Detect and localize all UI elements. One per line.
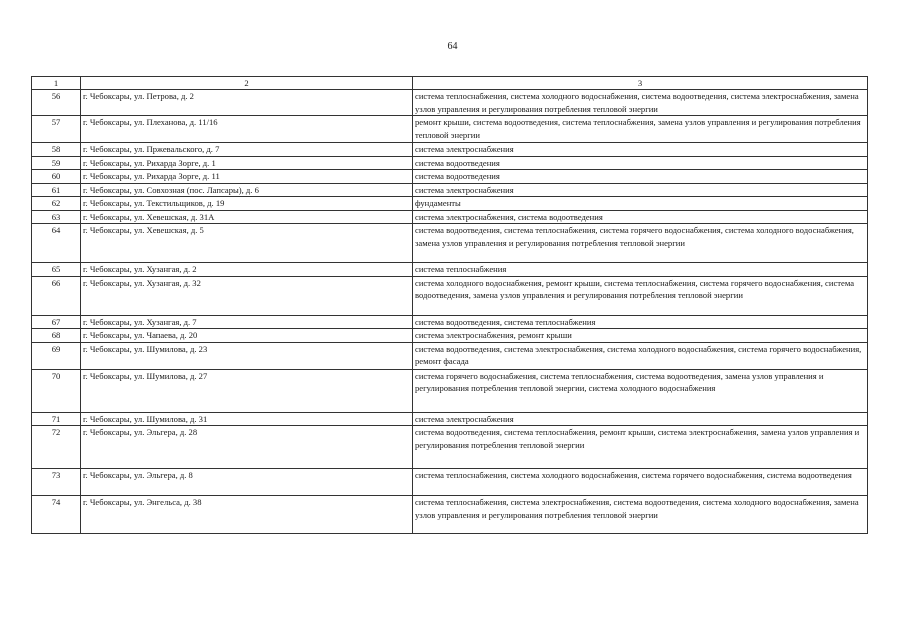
row-works: система водоотведения bbox=[413, 156, 868, 170]
table-header bbox=[32, 77, 868, 90]
row-address: г. Чебоксары, ул. Хузангая, д. 7 bbox=[81, 315, 413, 329]
row-works: система теплоснабжения, система холодного водоснабжения, система водоотведения, система электроснабжения, замена узлов управления и регулирования потребления тепловой энергии bbox=[413, 90, 868, 116]
row-number: 60 bbox=[32, 170, 81, 184]
row-address: г. Чебоксары, ул. Рихарда Зорге, д. 1 bbox=[81, 156, 413, 170]
row-works: система водоотведения, система теплоснабжения, ремонт крыши, система электроснабжения, замена узлов управления и регулирования потребления тепловой энергии bbox=[413, 426, 868, 469]
table-row bbox=[32, 315, 868, 329]
row-number: 64 bbox=[32, 224, 81, 263]
row-address: г. Чебоксары, ул. Шумилова, д. 27 bbox=[81, 369, 413, 412]
row-works: система электроснабжения bbox=[413, 183, 868, 197]
table-row bbox=[32, 496, 868, 534]
row-address: г. Чебоксары, ул. Шумилова, д. 23 bbox=[81, 342, 413, 369]
row-works: система водоотведения bbox=[413, 170, 868, 184]
row-number: 61 bbox=[32, 183, 81, 197]
row-works: система электроснабжения bbox=[413, 412, 868, 426]
table-row bbox=[32, 329, 868, 343]
row-works: система водоотведения, система теплоснабжения bbox=[413, 315, 868, 329]
row-works: система водоотведения, система теплоснабжения, система горячего водоснабжения, система холодного водоснабжения, замена узлов управления и регулирования потребления тепловой энергии bbox=[413, 224, 868, 263]
row-address: г. Чебоксары, ул. Плеханова, д. 11/16 bbox=[81, 116, 413, 143]
row-address: г. Чебоксары, ул. Эльгера, д. 8 bbox=[81, 469, 413, 496]
row-works: ремонт крыши, система водоотведения, система теплоснабжения, замена узлов управления и регулирования потребления тепловой энергии bbox=[413, 116, 868, 143]
row-number: 71 bbox=[32, 412, 81, 426]
row-works: система теплоснабжения, система холодного водоснабжения, система горячего водоснабжения, система водоотведения bbox=[413, 469, 868, 496]
row-number: 59 bbox=[32, 156, 81, 170]
table-row bbox=[32, 170, 868, 184]
row-address: г. Чебоксары, ул. Эльгера, д. 28 bbox=[81, 426, 413, 469]
row-address: г. Чебоксары, ул. Чапаева, д. 20 bbox=[81, 329, 413, 343]
row-number: 72 bbox=[32, 426, 81, 469]
row-address: г. Чебоксары, ул. Хевешская, д. 31А bbox=[81, 210, 413, 224]
header-col-3: 3 bbox=[413, 77, 868, 90]
row-address: г. Чебоксары, ул. Текстильщиков, д. 19 bbox=[81, 197, 413, 211]
table-row bbox=[32, 412, 868, 426]
row-number: 74 bbox=[32, 496, 81, 534]
row-address: г. Чебоксары, ул. Совхозная (пос. Лапсары), д. 6 bbox=[81, 183, 413, 197]
row-works: система горячего водоснабжения, система теплоснабжения, система водоотведения, замена узлов управления и регулирования потребления тепловой энергии, система холодного водоснабжения bbox=[413, 369, 868, 412]
table-row bbox=[32, 90, 868, 116]
row-works: система теплоснабжения bbox=[413, 263, 868, 277]
row-address: г. Чебоксары, ул. Хевешская, д. 5 bbox=[81, 224, 413, 263]
row-number: 56 bbox=[32, 90, 81, 116]
table-row bbox=[32, 369, 868, 412]
row-works: система холодного водоснабжения, ремонт крыши, система теплоснабжения, система горячего водоснабжения, система водоотведения, замена узлов управления и регулирования потребления тепловой энергии bbox=[413, 276, 868, 315]
row-number: 57 bbox=[32, 116, 81, 143]
row-address: г. Чебоксары, ул. Энгельса, д. 38 bbox=[81, 496, 413, 534]
row-address: г. Чебоксары, ул. Шумилова, д. 31 bbox=[81, 412, 413, 426]
row-number: 69 bbox=[32, 342, 81, 369]
table-row bbox=[32, 224, 868, 263]
table-row bbox=[32, 469, 868, 496]
table-row bbox=[32, 197, 868, 211]
row-number: 58 bbox=[32, 143, 81, 157]
table-header-row bbox=[32, 77, 868, 90]
table-row bbox=[32, 143, 868, 157]
row-number: 70 bbox=[32, 369, 81, 412]
page-number: 64 bbox=[447, 41, 458, 52]
header-col-1: 1 bbox=[32, 77, 81, 90]
table-row bbox=[32, 116, 868, 143]
table-body bbox=[32, 90, 868, 534]
row-number: 67 bbox=[32, 315, 81, 329]
row-address: г. Чебоксары, ул. Рихарда Зорге, д. 11 bbox=[81, 170, 413, 184]
row-number: 68 bbox=[32, 329, 81, 343]
row-address: г. Чебоксары, ул. Хузангая, д. 2 bbox=[81, 263, 413, 277]
row-works: система теплоснабжения, система электроснабжения, система водоотведения, система холодного водоснабжения, замена узлов управления и регулирования потребления тепловой энергии bbox=[413, 496, 868, 534]
table-row bbox=[32, 342, 868, 369]
row-address: г. Чебоксары, ул. Петрова, д. 2 bbox=[81, 90, 413, 116]
header-col-2: 2 bbox=[81, 77, 413, 90]
table-row bbox=[32, 276, 868, 315]
table-row bbox=[32, 156, 868, 170]
table-row bbox=[32, 210, 868, 224]
row-works: фундаменты bbox=[413, 197, 868, 211]
table-row bbox=[32, 263, 868, 277]
row-works: система электроснабжения bbox=[413, 143, 868, 157]
row-works: система электроснабжения, система водоотведения bbox=[413, 210, 868, 224]
row-number: 62 bbox=[32, 197, 81, 211]
table-row bbox=[32, 426, 868, 469]
row-works: система электроснабжения, ремонт крыши bbox=[413, 329, 868, 343]
row-number: 63 bbox=[32, 210, 81, 224]
row-number: 73 bbox=[32, 469, 81, 496]
table-row bbox=[32, 183, 868, 197]
row-address: г. Чебоксары, ул. Пржевальского, д. 7 bbox=[81, 143, 413, 157]
row-works: система водоотведения, система электроснабжения, система холодного водоснабжения, система горячего водоснабжения, ремонт фасада bbox=[413, 342, 868, 369]
row-number: 65 bbox=[32, 263, 81, 277]
repair-table bbox=[31, 76, 868, 534]
row-address: г. Чебоксары, ул. Хузангая, д. 32 bbox=[81, 276, 413, 315]
row-number: 66 bbox=[32, 276, 81, 315]
